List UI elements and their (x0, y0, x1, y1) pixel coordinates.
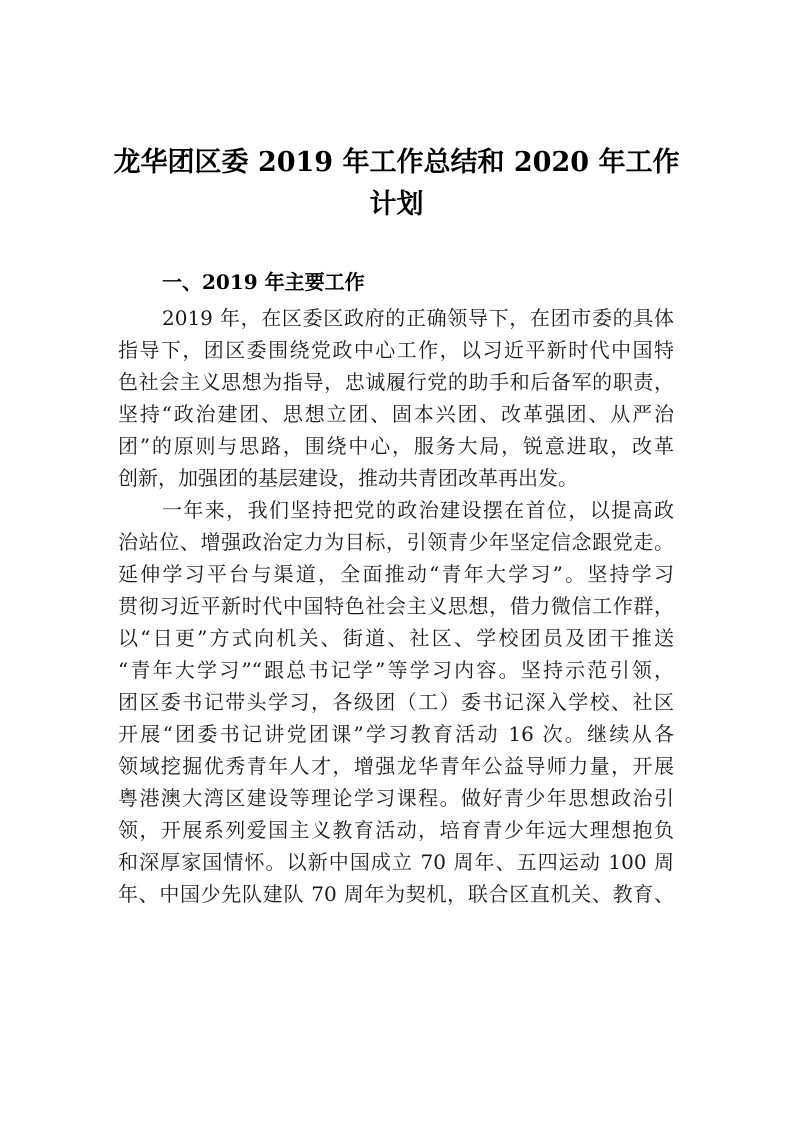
paragraph-2-line: 和深厚家国情怀。以新中国成立 70 周年、五四运动 100 周 (118, 850, 674, 874)
paragraph-1-line: 2019 年，在区委区政府的正确领导下，在团市委的具体 (162, 306, 674, 330)
paragraph-1-line: 团”的原则与思路，围绕中心，服务大局，锐意进取，改革 (118, 434, 674, 458)
paragraph-2-line: 延伸学习平台与渠道，全面推动“青年大学习”。坚持学习 (118, 562, 674, 586)
paragraph-2-line: 团区委书记带头学习，各级团（工）委书记深入学校、社区 (118, 690, 674, 714)
paragraph-2-line: 领，开展系列爱国主义教育活动，培育青少年远大理想抱负 (118, 818, 674, 842)
paragraph-2-line: 一年来，我们坚持把党的政治建设摆在首位，以提高政 (162, 498, 674, 522)
document-title-line-1: 龙华团区委 2019 年工作总结和 2020 年工作 (113, 147, 680, 178)
paragraph-2-line: 年、中国少先队建队 70 周年为契机，联合区直机关、教育、 (118, 882, 674, 906)
paragraph-2-line: 以“日更”方式向机关、街道、社区、学校团员及团干推送 (118, 626, 674, 650)
paragraph-1-line: 色社会主义思想为指导，忠诚履行党的助手和后备军的职责， (118, 370, 674, 394)
paragraph-2-line: 治站位、增强政治定力为目标，引领青少年坚定信念跟党走。 (118, 530, 674, 554)
paragraph-1-line: 创新，加强团的基层建设，推动共青团改革再出发。 (118, 466, 578, 490)
paragraph-2-line: 领域挖掘优秀青年人才，增强龙华青年公益导师力量，开展 (118, 754, 674, 778)
paragraph-2-line: “青年大学习”“跟总书记学”等学习内容。坚持示范引领， (118, 658, 674, 682)
paragraph-2-line: 贯彻习近平新时代中国特色社会主义思想，借力微信工作群， (118, 594, 674, 618)
paragraph-2-line: 开展“团委书记讲党团课”学习教育活动 16 次。继续从各 (118, 722, 674, 746)
section-heading: 一、2019 年主要工作 (162, 270, 365, 294)
paragraph-1-line: 坚持“政治建团、思想立团、固本兴团、改革强团、从严治 (118, 402, 674, 426)
paragraph-2-line: 粤港澳大湾区建设等理论学习课程。做好青少年思想政治引 (118, 786, 674, 810)
paragraph-1-line: 指导下，团区委围绕党政中心工作，以习近平新时代中国特 (118, 338, 674, 362)
document-title-line-2: 计划 (369, 189, 424, 220)
